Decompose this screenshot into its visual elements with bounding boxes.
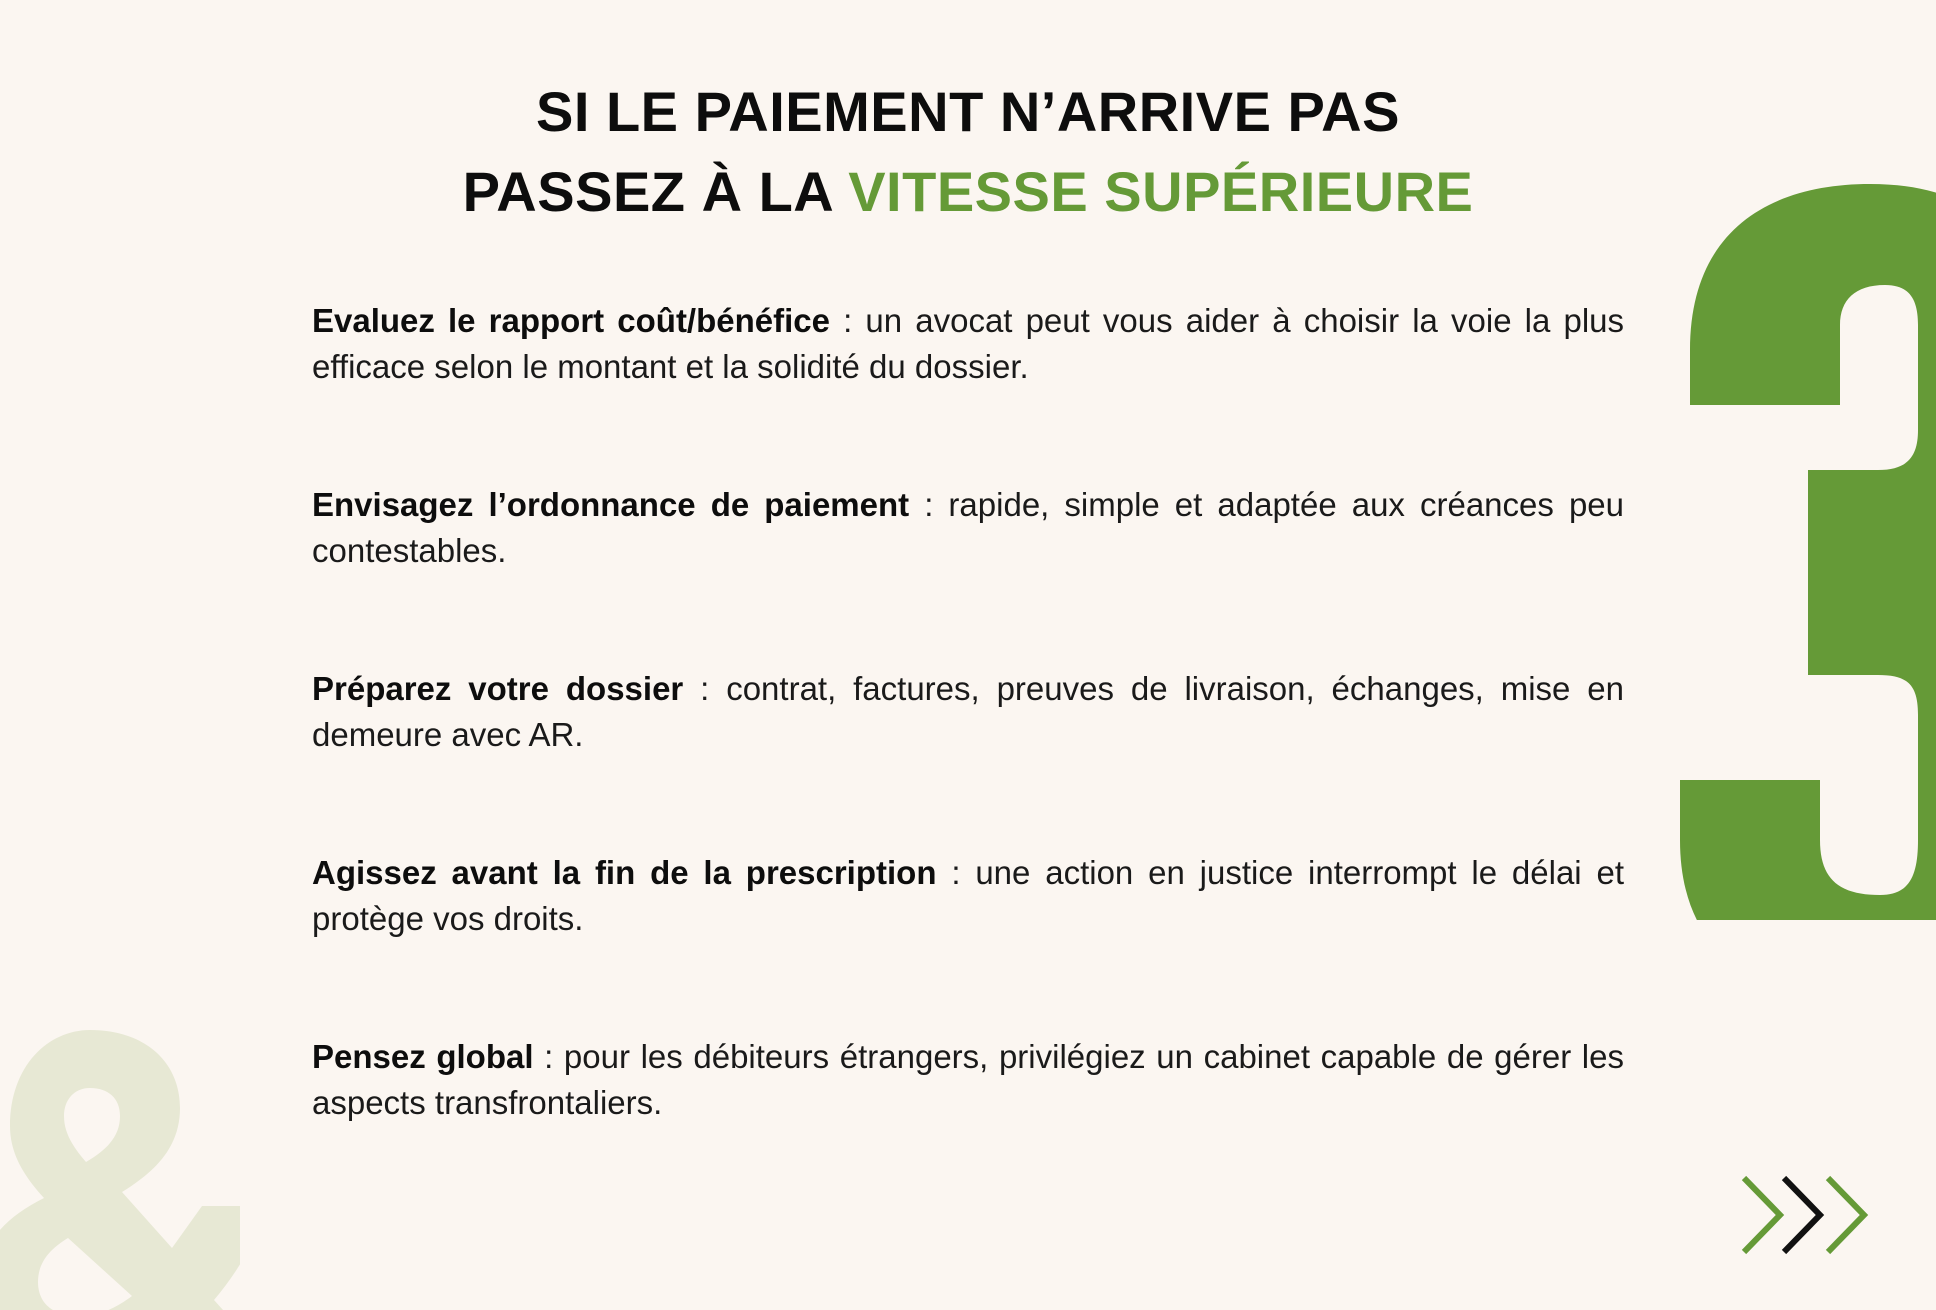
ampersand-decoration: [0, 970, 240, 1310]
advice-item-lead: Envisagez l’ordonnance de paiement: [312, 486, 910, 523]
title-line-1: SI LE PAIEMENT N’ARRIVE PAS: [536, 80, 1400, 143]
advice-item-prescription: [312, 850, 1624, 942]
advice-item-lead: Préparez votre dossier: [312, 670, 684, 707]
advice-item-cost-benefit: [312, 298, 1624, 390]
step-number-three: [1660, 180, 1936, 920]
advice-item-text: : pour les débiteurs étrangers, privilégiez un cabinet capable de gérer les aspects transfrontaliers.: [312, 1038, 1624, 1121]
page-title: [0, 72, 1936, 232]
advice-item-prepare-file: [312, 666, 1624, 758]
advice-item-lead: Agissez avant la fin de la prescription: [312, 854, 937, 891]
title-line-2: [0, 152, 1936, 232]
advice-item-think-global: [312, 1034, 1624, 1126]
title-line-2-accent: VITESSE SUPÉRIEURE: [848, 160, 1474, 223]
title-line-2-prefix: PASSEZ À LA: [462, 160, 849, 223]
advice-item-text: : une action en justice interrompt le délai et protège vos droits.: [312, 854, 1624, 937]
triple-chevron-right-icon[interactable]: [1736, 1172, 1876, 1258]
advice-item-payment-order: [312, 482, 1624, 574]
advice-item-text: : rapide, simple et adaptée aux créances peu contestables.: [312, 486, 1624, 569]
advice-item-text: : contrat, factures, preuves de livraison, échanges, mise en demeure avec AR.: [312, 670, 1624, 753]
advice-list: [312, 298, 1624, 1126]
advice-item-text: : un avocat peut vous aider à choisir la voie la plus efficace selon le montant et la solidité du dossier.: [312, 302, 1625, 385]
advice-item-lead: Pensez global: [312, 1038, 534, 1075]
advice-item-lead: Evaluez le rapport coût/bénéfice: [312, 302, 830, 339]
